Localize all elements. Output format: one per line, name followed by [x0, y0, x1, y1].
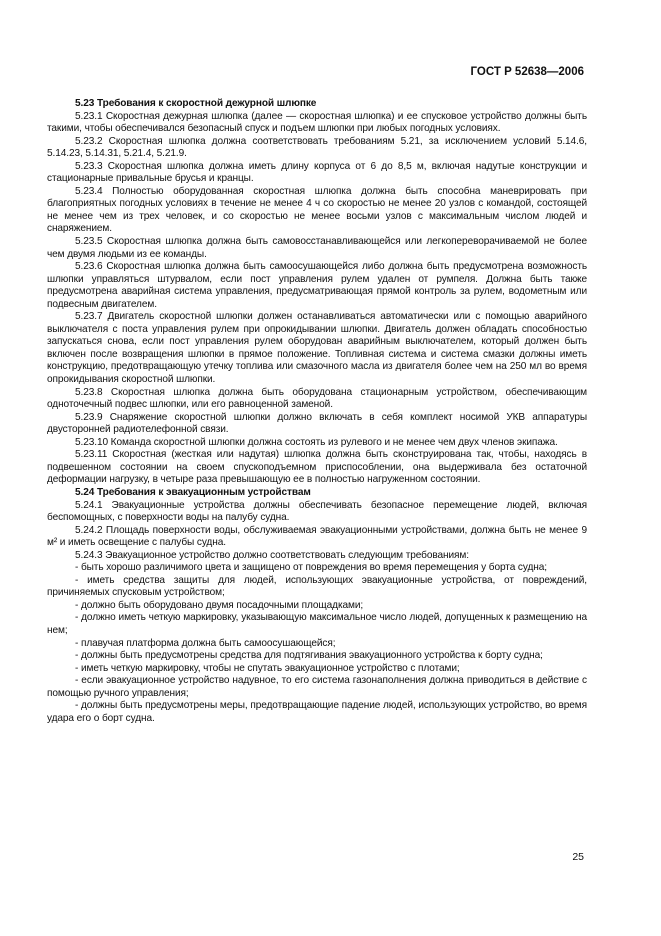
list-item: - быть хорошо различимого цвета и защищено от повреждения во время перемещения у борта судна;	[75, 562, 547, 574]
document-header: ГОСТ Р 52638—2006	[470, 66, 584, 78]
list-item: - иметь средства защиты для людей, использующих эвакуационные устройства, от повреждений, причиняемых спусковым устройством;	[47, 574, 587, 599]
paragraph: 5.24.1 Эвакуационные устройства должны обеспечивать безопасное перемещение людей, включая беспомощных, с поверхности воды на палубу судна.	[47, 499, 587, 524]
paragraph: 5.23.2 Скоростная шлюпка должна соответствовать требованиям 5.21, за исключением условий 5.14.6, 5.14.23, 5.14.31, 5.21.4, 5.21.9.	[47, 135, 587, 160]
paragraph: 5.23.5 Скоростная шлюпка должна быть самовосстанавливающейся или легкопереворачиваемой не более чем двумя людьми из ее команды.	[47, 236, 587, 260]
list-item: - должны быть предусмотрены меры, предотвращающие падение людей, использующих устройство, во время удара его о борт судна.	[47, 700, 587, 724]
paragraph: 5.24.2 Площадь поверхности воды, обслуживаемая эвакуационными устройствами, должна быть не менее 9 м² и иметь освещение с палубы судна.	[47, 524, 587, 549]
paragraph: 5.23.6 Скоростная шлюпка должна быть самоосушающейся либо должна быть предусмотрена возможность шлюпки управляться штурвалом, если пост управления рулем удален от румпеля. Должна быть также предусмотрена аварийная система управления, предусматривающая прямой контроль за рулем, водометным или подвесным двигателем.	[47, 261, 587, 310]
page-number: 25	[572, 851, 584, 863]
paragraph: 5.23.3 Скоростная шлюпка должна иметь длину корпуса от 6 до 8,5 м, включая надутые конструкции и стационарные привальные брусья и кранцы.	[47, 160, 587, 185]
paragraph: 5.23.1 Скоростная дежурная шлюпка (далее — скоростная шлюпка) и ее спусковое устройство должны быть такими, чтобы обеспечивался безопасный спуск и подъем шлюпки при любых погодных условиях.	[47, 110, 587, 135]
paragraph: 5.23.11 Скоростная (жесткая или надутая) шлюпка должна быть сконструирована так, чтобы, находясь в подвешенном состоянии на своем спускоподъемном приспособлении, она выдерживала без остаточной деформации нагрузку, в четыре раза превышающую ее в полностью нагруженном состоянии.	[47, 449, 587, 486]
list-item: - если эвакуационное устройство надувное, то его система газонаполнения должна приводиться в действие с помощью ручного управления;	[47, 675, 587, 699]
list-item: - иметь четкую маркировку, чтобы не спутать эвакуационное устройство с плотами;	[75, 662, 460, 674]
section-heading: 5.24 Требования к эвакуационным устройствам	[75, 486, 311, 498]
paragraph: 5.23.9 Снаряжение скоростной шлюпки должно включать в себя комплект носимой УКВ аппаратуры двусторонней радиотелефонной связи.	[47, 411, 587, 436]
list-item: - должно иметь четкую маркировку, указывающую максимальное число людей, допущенных к размещению на нем;	[47, 612, 587, 636]
document-body	[47, 98, 587, 725]
section-heading: 5.23 Требования к скоростной дежурной шлюпке	[75, 98, 317, 109]
paragraph: 5.23.8 Скоростная шлюпка должна быть оборудована стационарным устройством, обеспечивающим одноточечный подвес шлюпки, или его равноценной заменой.	[47, 386, 587, 411]
list-item: - плавучая платформа должна быть самоосушающейся;	[75, 637, 336, 649]
list-item: - должно быть оборудовано двумя посадочными площадками;	[75, 599, 364, 611]
paragraph: 5.23.7 Двигатель скоростной шлюпки должен останавливаться автоматически или с помощью аварийного выключателя с поста управления рулем при опрокидывании шлюпки. Двигатель должен обладать способностью запускаться снова, если пост управления рулем оборудован аварийным выключателем, который должен быть включен после возвращения шлюпки в прямое положение. Топливная система и система смазки должны иметь конструкцию, предотвращающую утечку топлива или смазочного масла из двигателя более чем на 250 мл во время опрокидывания скоростной шлюпки.	[47, 311, 587, 386]
paragraph: 5.23.4 Полностью оборудованная скоростная шлюпка должна быть способна маневрировать при благоприятных погодных условиях в течение не менее 4 ч со скоростью не менее 20 узлов с командой, состоящей не менее чем из трех человек, и со скоростью не менее восьми узлов с максимальным числом людей и снаряжением.	[47, 185, 587, 235]
list-item: - должны быть предусмотрены средства для подтягивания эвакуационного устройства к борту судна;	[75, 650, 543, 662]
paragraph: 5.23.10 Команда скоростной шлюпки должна состоять из рулевого и не менее чем двух членов экипажа.	[75, 436, 558, 448]
paragraph: 5.24.3 Эвакуационное устройство должно соответствовать следующим требованиям:	[75, 549, 469, 561]
